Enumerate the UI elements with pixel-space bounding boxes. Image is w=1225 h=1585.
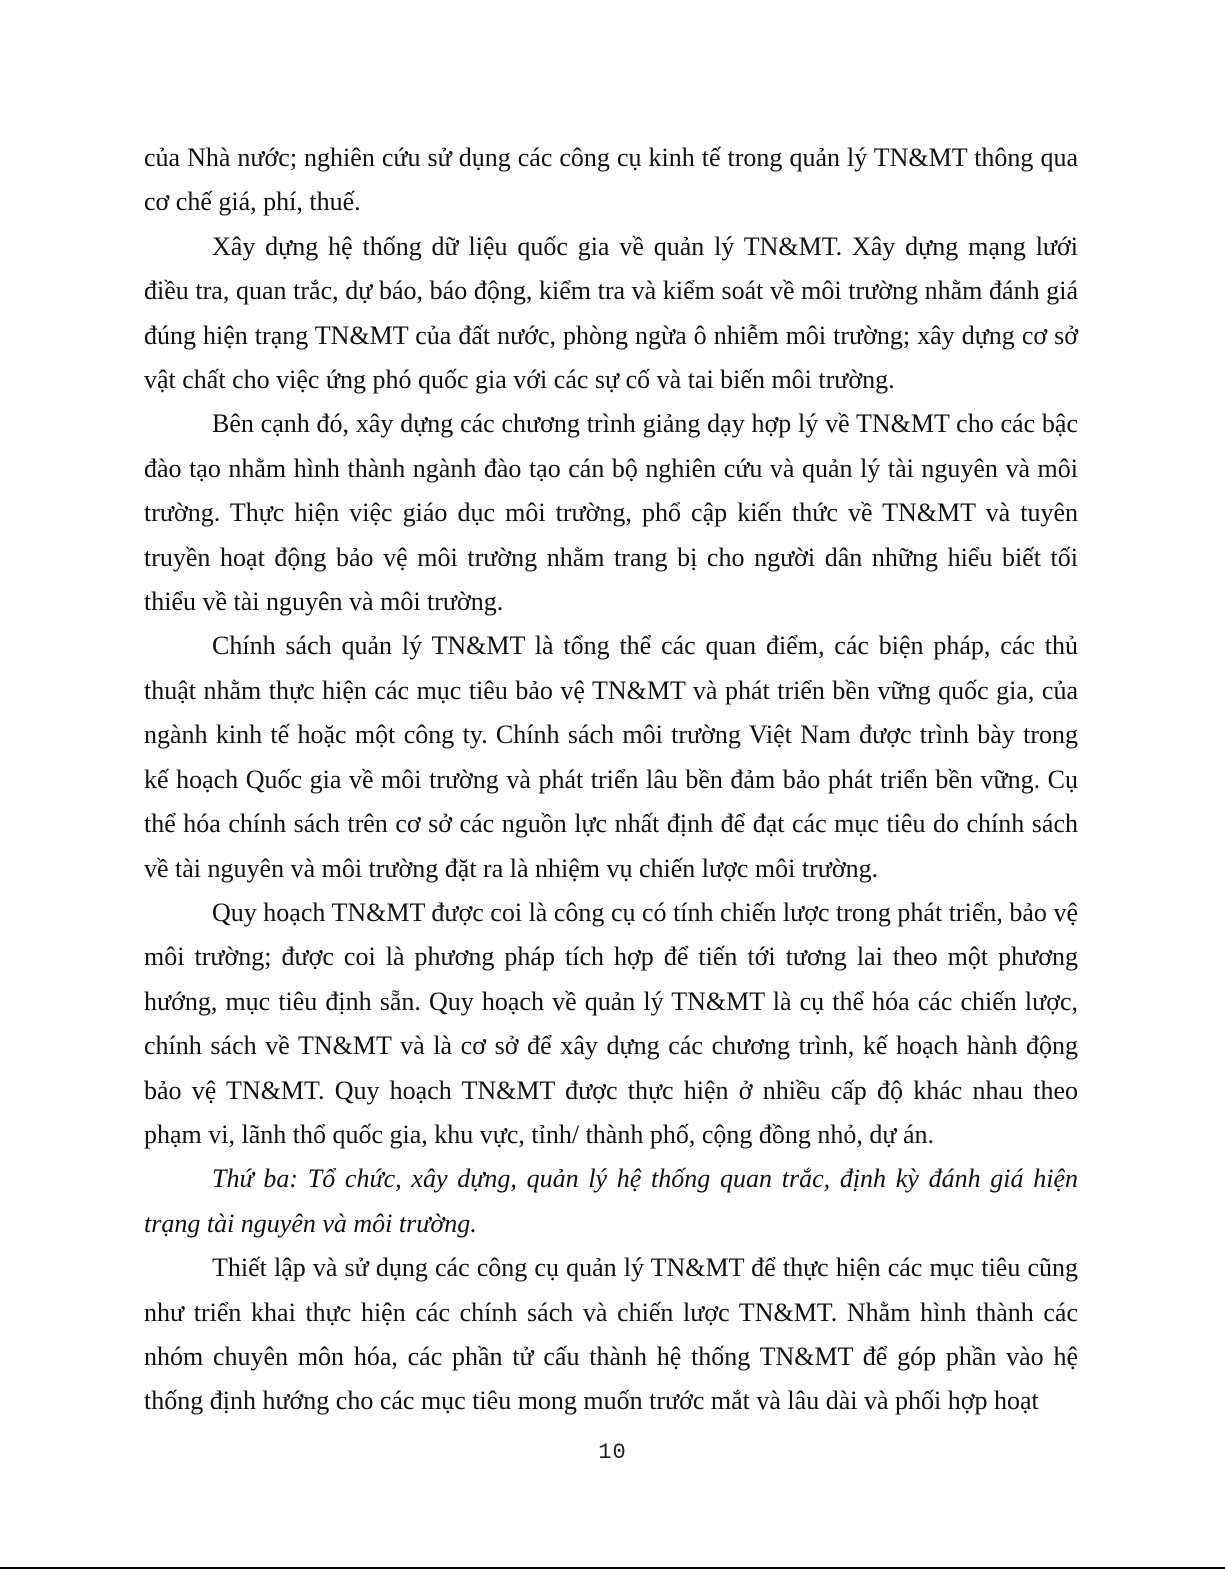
paragraph-5: Quy hoạch TN&MT được coi là công cụ có tính chiến lược trong phát triển, bảo vệ môi trường; được coi là phương pháp tích hợp để tiến tới tương lai theo một phương hướng, mục tiêu định sẵn. Quy hoạch về quản lý TN&MT là cụ thể hóa các chiến lược, chính sách về TN&MT và là cơ sở để xây dựng các chương trình, kế hoạch hành động bảo vệ TN&MT. Quy hoạch TN&MT được thực hiện ở nhiều cấp độ khác nhau theo phạm vi, lãnh thổ quốc gia, khu vực, tỉnh/ thành phố, cộng đồng nhỏ, dự án. xyxy=(144,897,1078,1149)
paragraph-6-heading: Thứ ba: Tổ chức, xây dựng, quản lý hệ thống quan trắc, định kỳ đánh giá hiện trạng tài nguyên và môi trường. xyxy=(144,1164,1078,1238)
bottom-divider xyxy=(0,1567,1225,1569)
document-body xyxy=(144,136,1078,1424)
page-number: 10 xyxy=(598,1440,627,1465)
paragraph-1: của Nhà nước; nghiên cứu sử dụng các công cụ kinh tế trong quản lý TN&MT thông qua cơ chế giá, phí, thuế. xyxy=(144,143,1078,217)
paragraph-3: Bên cạnh đó, xây dựng các chương trình giảng dạy hợp lý về TN&MT cho các bậc đào tạo nhằm hình thành ngành đào tạo cán bộ nghiên cứu và quản lý tài nguyên và môi trường. Thực hiện việc giáo dục môi trường, phổ cập kiến thức về TN&MT và tuyên truyền hoạt động bảo vệ môi trường nhằm trang bị cho người dân những hiểu biết tối thiểu về tài nguyên và môi trường. xyxy=(144,409,1078,617)
paragraph-4: Chính sách quản lý TN&MT là tổng thể các quan điểm, các biện pháp, các thủ thuật nhằm thực hiện các mục tiêu bảo vệ TN&MT và phát triển bền vững quốc gia, của ngành kinh tế hoặc một công ty. Chính sách môi trường Việt Nam được trình bày trong kế hoạch Quốc gia về môi trường và phát triển lâu bền đảm bảo phát triển bền vững. Cụ thể hóa chính sách trên cơ sở các nguồn lực nhất định để đạt các mục tiêu do chính sách về tài nguyên và môi trường đặt ra là nhiệm vụ chiến lược môi trường. xyxy=(144,631,1078,883)
paragraph-2: Xây dựng hệ thống dữ liệu quốc gia về quản lý TN&MT. Xây dựng mạng lưới điều tra, quan trắc, dự báo, báo động, kiểm tra và kiểm soát về môi trường nhằm đánh giá đúng hiện trạng TN&MT của đất nước, phòng ngừa ô nhiễm môi trường; xây dựng cơ sở vật chất cho việc ứng phó quốc gia với các sự cố và tai biến môi trường. xyxy=(144,231,1078,395)
paragraph-7: Thiết lập và sử dụng các công cụ quản lý TN&MT để thực hiện các mục tiêu cũng như triển khai thực hiện các chính sách và chiến lược TN&MT. Nhằm hình thành các nhóm chuyên môn hóa, các phần tử cấu thành hệ thống TN&MT để góp phần vào hệ thống định hướng cho các mục tiêu mong muốn trước mắt và lâu dài và phối hợp hoạt xyxy=(144,1253,1078,1416)
